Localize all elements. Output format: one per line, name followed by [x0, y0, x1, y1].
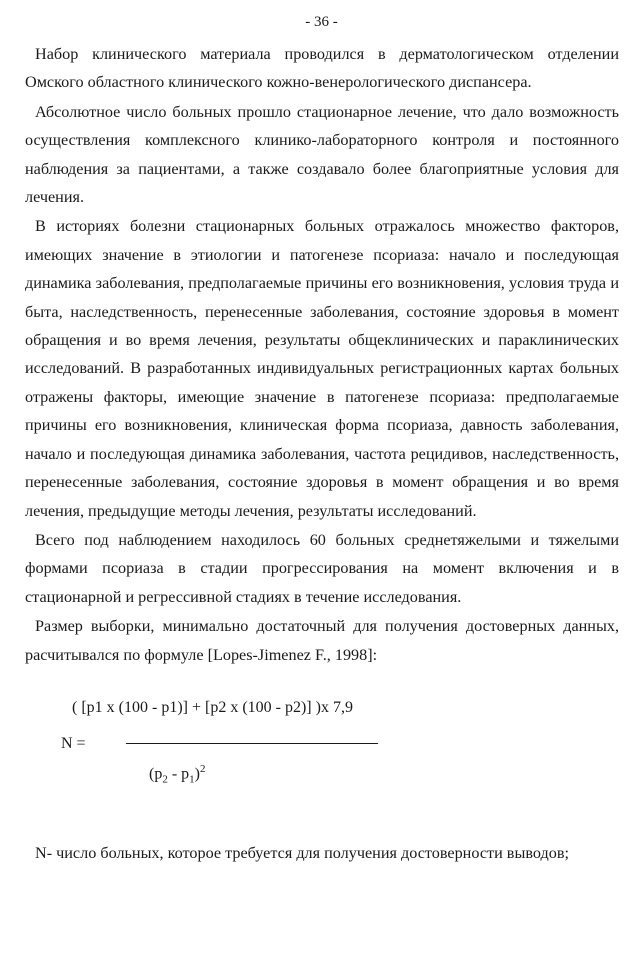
- sample-size-formula: [25, 699, 619, 839]
- paragraph-n-definition: N- число больных, которое требуется для получения достоверности выводов;: [35, 843, 569, 862]
- page-body: [25, 40, 619, 868]
- formula-lhs: N =: [61, 734, 86, 752]
- paragraph-patient-count: Всего под наблюдением находилось 60 больных среднетяжелыми и тяжелыми формами псориаза в стадии прогрессирования на момент включения и в стационарной и регрессивной стадиях в течение исследования.: [25, 530, 619, 606]
- formula-numerator: ( [p1 x (100 - p1)] + [p2 x (100 - p2)] )x 7,9: [72, 698, 353, 716]
- paragraph-case-histories: В историях болезни стационарных больных отражалось множество факторов, имеющих значение в этиологии и патогенезе псориаза: начало и последующая динамика заболевания, предполагаемые причины его возникновения, условия труда и быта, наследственность, перенесенные заболевания, состояние здоровья в момент обращения и во время лечения, результаты общеклинических и параклинических исследований. В разработанных индивидуальных регистрационных картах больных отражены факторы, имеющие значение в патогенезе псориаза: предполагаемые причины его возникновения, клиническая форма псориаза, давность заболевания, начало и последующая динамика заболевания, частота рецидивов, наследственность, перенесенные заболевания, состояние здоровья в момент обращения и во время лечения, предыдущие методы лечения, результаты исследований.: [25, 217, 619, 520]
- denominator-sub-1: 1: [189, 773, 195, 786]
- denominator-minus: - p: [167, 765, 190, 783]
- denominator-power: 2: [199, 762, 206, 775]
- paragraph-clinical-material: Набор клинического материала проводился в дерматологическом отделении Омского областного клинического кожно-венерологического диспансера.: [25, 45, 619, 92]
- denominator-sub-2: 2: [162, 773, 168, 786]
- denominator-close: ): [194, 765, 200, 783]
- formula-denominator: [149, 763, 205, 786]
- paragraph-inpatient-treatment: Абсолютное число больных прошло стационарное лечение, что дало возможность осуществления комплексного клинико-лабораторного контроля и постоянного наблюдения за пациентами, а также создавало более благоприятные условия для лечения.: [25, 102, 619, 207]
- page-number: - 36 -: [305, 14, 338, 30]
- paragraph-sample-size: Размер выборки, минимально достаточный для получения достоверных данных, расчитывался по формуле [Lopes-Jimenez F., 1998]:: [25, 617, 619, 664]
- fraction-bar: [126, 743, 378, 744]
- denominator-open: (p: [149, 765, 163, 783]
